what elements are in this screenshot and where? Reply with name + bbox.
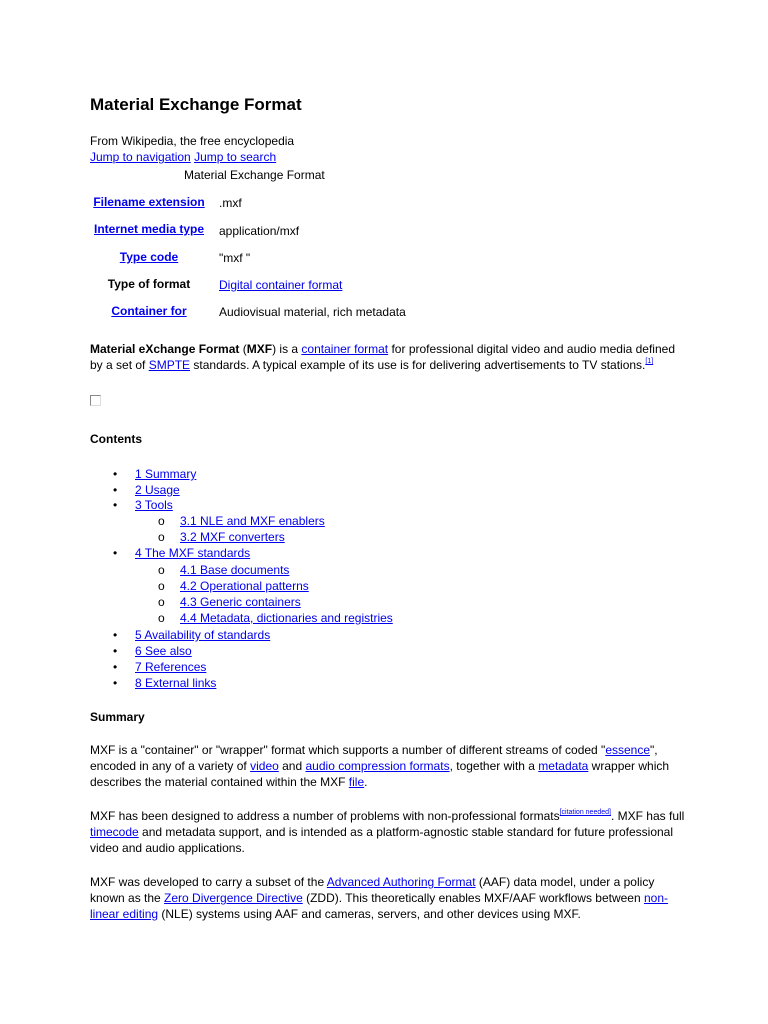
- list-item: [0, 578, 768, 594]
- zero-divergence-directive-link[interactable]: Zero Divergence Directive: [164, 891, 303, 905]
- file-link[interactable]: file: [348, 775, 365, 789]
- infobox-caption: Material Exchange Format: [184, 168, 325, 182]
- list-item: [0, 562, 768, 578]
- body-text: (AAF) data model, under a policy known as the: [90, 875, 655, 905]
- sub-bullet-icon: o: [158, 530, 165, 544]
- body-text: . MXF has full: [610, 809, 685, 823]
- bullet-icon: •: [113, 660, 118, 674]
- bullet-icon: •: [113, 546, 118, 560]
- toc-title: Contents: [90, 432, 142, 446]
- bullet-icon: •: [113, 483, 118, 497]
- toc-link[interactable]: 8 External links: [135, 676, 217, 690]
- bullet-icon: •: [113, 676, 118, 690]
- jump-to-search-link[interactable]: Jump to search: [194, 150, 277, 164]
- body-text: wrapper which describes the material contained within the MXF: [90, 759, 670, 789]
- reference-1-link[interactable]: [1]: [645, 358, 654, 365]
- toc-link[interactable]: 2 Usage: [135, 483, 180, 497]
- essence-link[interactable]: essence: [605, 743, 651, 757]
- infobox-value-type-of-format[interactable]: Digital container format: [219, 278, 343, 292]
- toc-link[interactable]: 4.3 Generic containers: [180, 595, 301, 609]
- body-text: (NLE) systems using AAF and cameras, servers, and other devices using MXF.: [158, 907, 581, 921]
- toc-link[interactable]: 7 References: [135, 660, 207, 674]
- tagline: From Wikipedia, the free encyclopedia: [90, 134, 295, 148]
- metadata-link[interactable]: metadata: [538, 759, 589, 773]
- bullet-icon: •: [113, 498, 118, 512]
- sub-bullet-icon: o: [158, 579, 165, 593]
- sub-bullet-icon: o: [158, 595, 165, 609]
- bullet-icon: •: [113, 628, 118, 642]
- audio-compression-formats-link[interactable]: audio compression formats: [305, 759, 450, 773]
- toc-link[interactable]: 4 The MXF standards: [135, 546, 251, 560]
- list-item: [0, 545, 768, 561]
- sub-bullet-icon: o: [158, 514, 165, 528]
- toc-link[interactable]: 4.4 Metadata, dictionaries and registries: [180, 611, 393, 625]
- list-item: [0, 594, 768, 610]
- timecode-link[interactable]: timecode: [90, 825, 139, 839]
- body-text: ", encoded in any of a variety of: [90, 743, 658, 773]
- list-item: [0, 610, 768, 626]
- intro-text: for professional digital video and audio media defined by a set of: [90, 342, 675, 372]
- smpte-link[interactable]: SMPTE: [148, 358, 191, 372]
- sub-bullet-icon: o: [158, 611, 165, 625]
- summary-paragraph-3: [90, 874, 690, 922]
- body-text: , together with a: [449, 759, 539, 773]
- toc-link[interactable]: 3.2 MXF converters: [180, 530, 285, 544]
- section-heading-summary: Summary: [90, 710, 145, 724]
- list-item: [0, 466, 768, 482]
- jump-links: [90, 150, 276, 164]
- list-item: [0, 513, 768, 529]
- summary-paragraph-1: [90, 742, 690, 790]
- infobox-value-filename-extension: .mxf: [219, 196, 242, 210]
- toc-link[interactable]: 5 Availability of standards: [135, 628, 271, 642]
- infobox-label-container-for[interactable]: Container for: [111, 304, 187, 318]
- toc-link[interactable]: 3.1 NLE and MXF enablers: [180, 514, 325, 528]
- infobox-label-filename-extension[interactable]: Filename extension: [93, 195, 205, 209]
- infobox-label-type-code[interactable]: Type code: [119, 250, 179, 264]
- list-item: [0, 643, 768, 659]
- bullet-icon: •: [113, 467, 118, 481]
- toc-link[interactable]: 6 See also: [135, 644, 192, 658]
- body-text: and metadata support, and is intended as a platform-agnostic stable standard for future professional video and audio applications.: [90, 825, 674, 855]
- non-linear-editing-link[interactable]: non-linear editing: [90, 891, 669, 921]
- summary-paragraph-2: [90, 808, 690, 856]
- list-item: [0, 659, 768, 675]
- intro-paragraph: [90, 341, 690, 373]
- infobox-value-internet-media-type: application/mxf: [219, 224, 300, 238]
- bullet-icon: •: [113, 644, 118, 658]
- jump-to-navigation-link[interactable]: Jump to navigation: [90, 150, 191, 164]
- list-item: [0, 675, 768, 691]
- advanced-authoring-format-link[interactable]: Advanced Authoring Format: [326, 875, 476, 889]
- intro-text: (: [239, 342, 247, 356]
- infobox-value-type-code: "mxf ": [219, 251, 251, 265]
- toc-link[interactable]: 4.1 Base documents: [180, 563, 290, 577]
- list-item: [0, 529, 768, 545]
- toc-link[interactable]: 3 Tools: [135, 498, 173, 512]
- video-link[interactable]: video: [250, 759, 279, 773]
- container-format-link[interactable]: container format: [301, 342, 389, 356]
- list-item: [0, 482, 768, 498]
- intro-bold-abbrev: MXF: [246, 342, 273, 356]
- intro-text: standards. A typical example of its use is for delivering advertisements to TV stations.: [190, 358, 646, 372]
- infobox-label-internet-media-type[interactable]: Internet media type: [93, 222, 205, 236]
- body-text: and: [278, 759, 306, 773]
- intro-bold-name: Material eXchange Format: [90, 342, 240, 356]
- list-item: [0, 497, 768, 513]
- body-text: MXF is a "container" or "wrapper" format which supports a number of different streams of coded ": [90, 743, 606, 757]
- body-text: MXF was developed to carry a subset of the: [90, 875, 327, 889]
- toc-link[interactable]: 4.2 Operational patterns: [180, 579, 309, 593]
- broken-image-icon: [90, 395, 101, 406]
- infobox-value-container-for: Audiovisual material, rich metadata: [219, 305, 406, 319]
- sub-bullet-icon: o: [158, 563, 165, 577]
- page-title: Material Exchange Format: [90, 95, 302, 114]
- list-item: [0, 627, 768, 643]
- body-text: MXF has been designed to address a number of problems with non-professional formats: [90, 809, 560, 823]
- infobox-label-type-of-format: Type of format: [107, 277, 191, 291]
- toc-link[interactable]: 1 Summary: [135, 467, 197, 481]
- intro-text: ) is a: [272, 342, 302, 356]
- citation-needed-link[interactable]: [citation needed]: [559, 809, 611, 816]
- body-text: (ZDD). This theoretically enables MXF/AAF workflows between: [302, 891, 644, 905]
- body-text: .: [364, 775, 368, 789]
